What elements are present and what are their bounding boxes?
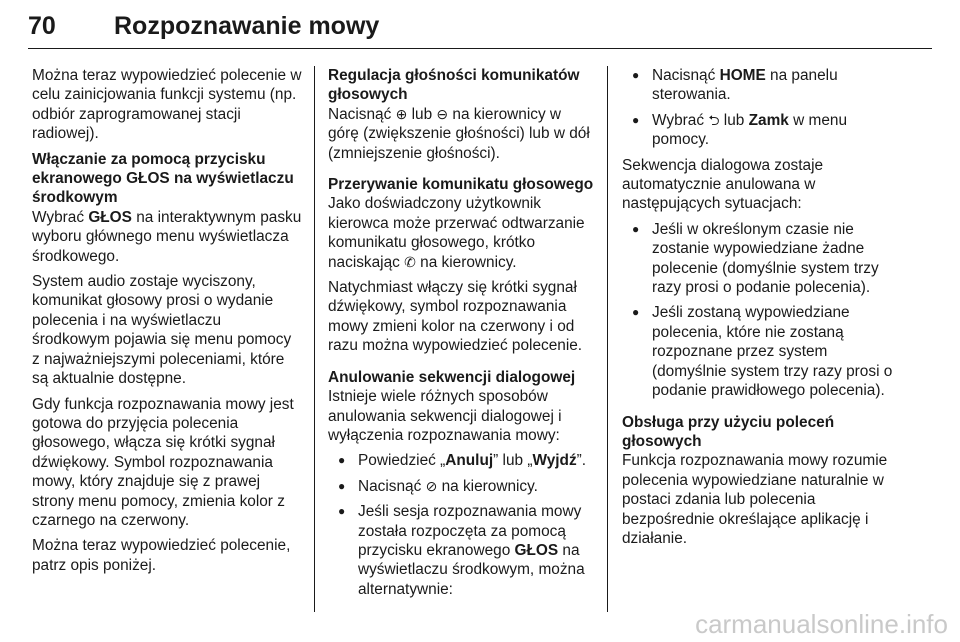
text: lub [407,105,437,123]
text: ” lub „ [493,452,533,470]
text: Nacisnąć [358,477,426,495]
section-heading: Obsługa przy użyciu poleceń głosowych [622,413,835,450]
list-item: ● Jeśli zostaną wypowiedziane polecenia, które nie zostaną rozpoznane przez system (domyślnie system trzy razy prosi o podanie prawidłowego polecenia). [622,303,894,400]
text: Jeśli sesja rozpoznawania mowy została rozpoczęta za pomocą przycisku ekranowego [358,503,582,559]
list-item [328,477,596,496]
section-heading: Włączanie za pomocą przycisku ekranowego GŁOS na wyświetlaczu środkowym [32,150,294,207]
list-item [622,111,894,150]
text: na interaktywnym pasku wyboru głównego menu wyświetlacza środkowego. [32,208,302,265]
column-3 [622,66,894,554]
page-title: Rozpoznawanie mowy [114,12,380,40]
list-item [622,66,894,105]
bold-term: HOME [719,67,766,84]
text: na kierownicy. [415,253,517,271]
column-2 [328,66,596,605]
watermark: carmanualsonline.info [695,609,948,639]
paragraph [32,208,302,266]
volume-up-icon: ⊕ [395,105,408,122]
paragraph: Gdy funkcja rozpoznawania mowy jest gotowa do przyjęcia polecenia głosowego, włącza się krótki sygnał dźwiękowy. Symbol rozpoznawania mowy, który znajduje się z prawej strony menu pomocy, zmienia kolor z czarnego na czerwony. [32,395,294,529]
voice-command-icon: ✆ [404,253,416,270]
column-1 [32,66,302,581]
list-item: ● Jeśli w określonym czasie nie zostanie wypowiedziane żadne polecenie (domyślnie system trzy razy prosi o podanie polecenia). [622,220,894,298]
paragraph [328,194,596,272]
text: na wyświetlaczu środkowym, można alternatywnie: [358,541,585,598]
paragraph: Funkcja rozpoznawania mowy rozumie polecenia wypowiedziane naturalnie w postaci zdania lub polecenia bezpośrednie określające aplikację i działanie. [622,452,888,547]
header-rule [28,48,932,49]
paragraph: Istnieje wiele różnych sposobów anulowania sekwencji dialogowej i wyłączenia rozpoznawania mowy: [328,388,562,444]
paragraph: System audio zostaje wyciszony, komunikat głosowy prosi o wydanie polecenia i na wyświetlaczu środkowym pojawia się menu pomocy z najważniejszymi poleceniami, które są aktualnie dostępne. [32,273,292,388]
section-heading: Regulacja głośności komunikatów głosowych [328,67,580,104]
bold-term: Anuluj [445,452,494,470]
text: Wybrać [32,208,89,226]
list-item [328,502,596,599]
text: w menu pomocy. [652,111,848,149]
text: Nacisnąć [328,105,396,123]
section-heading: Przerywanie komunikatu głosowego [328,176,594,194]
paragraph [328,105,596,163]
bold-term: GŁOS [88,208,132,226]
column-divider [314,66,315,612]
column-divider [607,66,608,612]
bold-term: Zamk [748,111,789,129]
bullet-list [328,451,596,599]
end-call-icon: ⊘ [425,477,438,494]
text: Powiedzieć „ [358,452,446,470]
text: na kierownicy w górę (zwiększenie głośności) lub w dół (zmniejszenie głośności). [328,105,590,162]
text: lub [719,111,749,129]
text: na panelu sterowania. [652,67,838,104]
text: Wybrać [652,111,709,129]
bold-term: Wyjdź [532,452,577,470]
intro-paragraph: Można teraz wypowiedzieć polecenie w celu zainicjowania funkcji systemu (np. odbiór zaprogramowanej stacji radiowej). [32,67,302,143]
back-arrow-icon: ⮌ [708,111,720,128]
page-header [28,2,932,48]
paragraph: Natychmiast włączy się krótki sygnał dźwiękowy, symbol rozpoznawania mowy zmieni kolor na czerwony i od razu można wypowiedzieć polecenie. [328,279,583,355]
volume-down-icon: ⊖ [436,105,449,122]
list-item [328,451,596,470]
text: na kierownicy. [437,477,538,495]
bullet-list [622,220,894,401]
section-heading: Anulowanie sekwencji dialogowej [328,368,576,386]
bold-term: GŁOS [514,541,559,559]
text: Jako doświadczony użytkownik kierowca może przerwać odtwarzanie komunikatu głosowego, krótko naciskając [328,195,585,271]
text: ”. [576,452,587,470]
text: Nacisnąć [652,67,720,84]
paragraph: Sekwencja dialogowa zostaje automatycznie anulowana w następujących sytuacjach: [622,156,824,213]
paragraph: Można teraz wypowiedzieć polecenie, patrz opis poniżej. [32,537,291,574]
bullet-list [622,66,894,150]
page-number: 70 [28,12,56,40]
